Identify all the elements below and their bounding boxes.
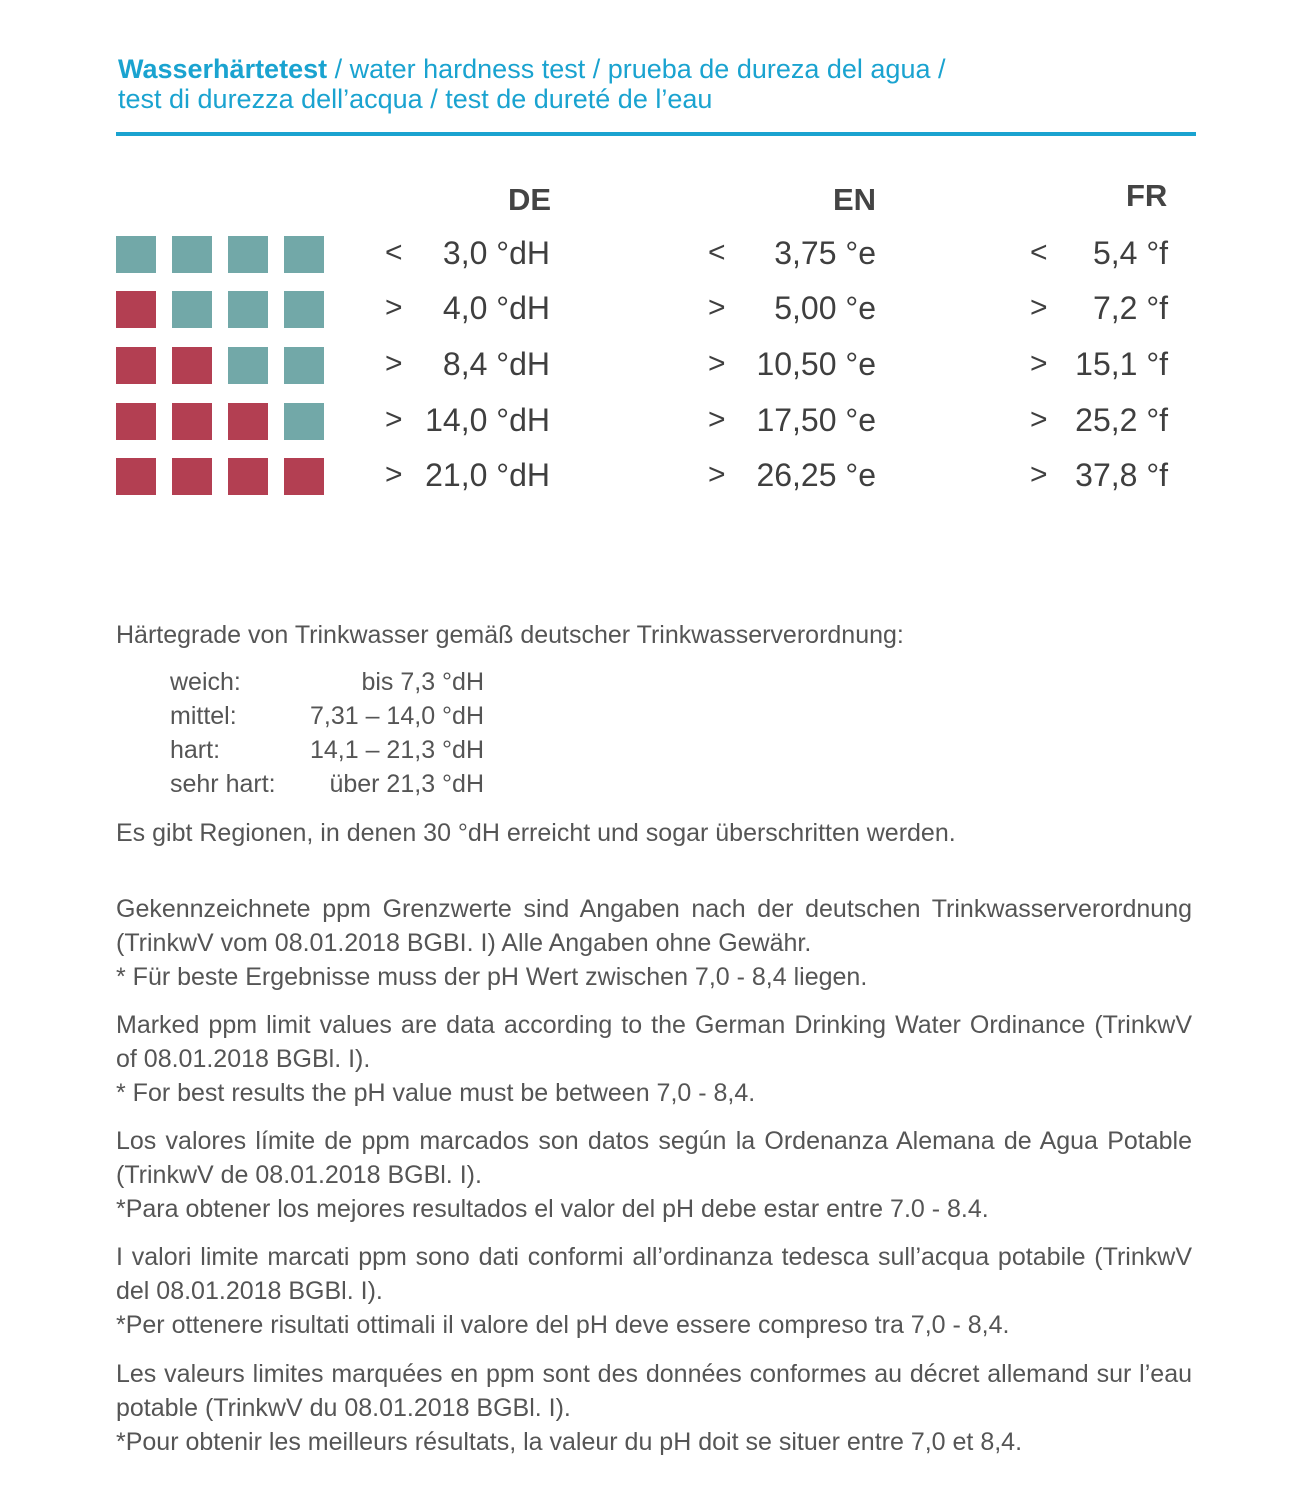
- note-text: Los valores límite de ppm marcados son datos según la Ordenanza Alemana de Agua Potable (TrinkwV de 08.01.2018 BGBl. I).: [116, 1127, 1192, 1189]
- hardness-square: [172, 403, 212, 440]
- hardness-square: [116, 403, 156, 440]
- en-value: 26,25 °e: [756, 457, 876, 493]
- en-comparator: >: [708, 347, 726, 380]
- grade-label: hart:: [170, 736, 221, 764]
- header-divider: [116, 132, 1196, 136]
- hardness-square: [284, 347, 324, 384]
- grade-item: [170, 699, 570, 733]
- en-comparator: <: [708, 236, 726, 269]
- fr-value: 5,4 °f: [1092, 235, 1168, 271]
- de-comparator: <: [385, 236, 403, 269]
- de-value: 14,0 °dH: [425, 402, 550, 438]
- de-comparator: >: [385, 458, 403, 491]
- title-line-2: test di durezza dell’acqua / test de dureté de l’eau: [118, 84, 713, 114]
- hardness-square: [172, 458, 212, 495]
- hardness-square: [284, 403, 324, 440]
- note-ph: * For best results the pH value must be between 7,0 - 8,4.: [116, 1079, 756, 1107]
- fr-comparator: >: [1030, 403, 1048, 436]
- fr-comparator: >: [1030, 291, 1048, 324]
- page-header: [118, 54, 1198, 114]
- hardness-square: [228, 458, 268, 495]
- hardness-square: [228, 291, 268, 328]
- table-row: [0, 291, 1300, 331]
- hardness-square: [172, 291, 212, 328]
- title-line-1: [118, 54, 1198, 84]
- grade-label: weich:: [170, 668, 241, 696]
- en-value: 5,00 °e: [774, 290, 876, 326]
- de-value: 21,0 °dH: [425, 457, 550, 493]
- hardness-square: [116, 347, 156, 384]
- fr-value: 25,2 °f: [1075, 402, 1168, 438]
- hardness-square: [284, 458, 324, 495]
- grade-value: 7,31 – 14,0 °dH: [309, 702, 484, 730]
- note-ph: *Para obtener los mejores resultados el valor del pH debe estar entre 7.0 - 8.4.: [116, 1195, 989, 1223]
- grade-value: 14,1 – 21,3 °dH: [309, 736, 484, 764]
- de-comparator: >: [385, 291, 403, 324]
- table-row: [0, 403, 1300, 443]
- hardness-square: [228, 403, 268, 440]
- fr-comparator: >: [1030, 458, 1048, 491]
- en-comparator: >: [708, 291, 726, 324]
- hardness-square: [284, 236, 324, 273]
- grade-label: sehr hart:: [170, 770, 276, 798]
- note-text: Marked ppm limit values are data according to the German Drinking Water Ordinance (TrinkwV of 08.01.2018 BGBl. I).: [116, 1011, 1192, 1073]
- grade-item: [170, 767, 570, 801]
- en-value: 3,75 °e: [774, 235, 876, 271]
- hardness-square: [116, 458, 156, 495]
- de-value: 8,4 °dH: [442, 346, 550, 382]
- grades-list: [170, 665, 570, 801]
- note-ph: *Pour obtenir les meilleurs résultats, la valeur du pH doit se situer entre 7,0 et 8,4.: [116, 1428, 1023, 1456]
- grade-item: [170, 665, 570, 699]
- fr-comparator: >: [1030, 347, 1048, 380]
- hardness-square: [116, 236, 156, 273]
- grade-label: mittel:: [170, 702, 237, 730]
- table-row: [0, 236, 1300, 276]
- title-rest: / water hardness test / prueba de dureza del agua /: [327, 54, 946, 84]
- fr-comparator: <: [1030, 236, 1048, 269]
- note-ph: *Per ottenere risultati ottimali il valore del pH deve essere compreso tra 7,0 - 8,4.: [116, 1311, 1010, 1339]
- note-es: [116, 1124, 1192, 1226]
- en-value: 17,50 °e: [756, 402, 876, 438]
- grades-intro: Härtegrade von Trinkwasser gemäß deutscher Trinkwasserverordnung:: [116, 621, 904, 649]
- note-de: [116, 892, 1192, 994]
- grade-item: [170, 733, 570, 767]
- hardness-square: [116, 291, 156, 328]
- title-bold: Wasserhärtetest: [118, 54, 328, 84]
- note-it: [116, 1240, 1192, 1342]
- column-header-de: DE: [508, 182, 552, 217]
- note-en: [116, 1008, 1192, 1110]
- en-comparator: >: [708, 458, 726, 491]
- note-text: Gekennzeichnete ppm Grenzwerte sind Angaben nach der deutschen Trinkwasserverordnung (TrinkwV vom 08.01.2018 BGBI. I) Alle Angaben ohne Gewähr.: [116, 895, 1192, 957]
- hardness-square: [172, 347, 212, 384]
- de-value: 4,0 °dH: [442, 290, 550, 326]
- de-value: 3,0 °dH: [442, 235, 550, 271]
- column-header-en: EN: [833, 182, 877, 217]
- note-ph: * Für beste Ergebnisse muss der pH Wert zwischen 7,0 - 8,4 liegen.: [116, 963, 868, 991]
- note-text: Les valeurs limites marquées en ppm sont des données conformes au décret allemand sur l’eau potable (TrinkwV du 08.01.2018 BGBl. I).: [116, 1360, 1192, 1422]
- en-value: 10,50 °e: [756, 346, 876, 382]
- hardness-square: [228, 347, 268, 384]
- grade-value: bis 7,3 °dH: [361, 668, 484, 696]
- fr-value: 7,2 °f: [1092, 290, 1168, 326]
- de-comparator: >: [385, 347, 403, 380]
- hardness-square: [172, 236, 212, 273]
- table-row: [0, 458, 1300, 498]
- en-comparator: >: [708, 403, 726, 436]
- table-row: [0, 347, 1300, 387]
- fr-value: 15,1 °f: [1075, 346, 1168, 382]
- grade-value: über 21,3 °dH: [329, 770, 484, 798]
- note-fr: [116, 1357, 1192, 1459]
- grades-note: Es gibt Regionen, in denen 30 °dH erreicht und sogar überschritten werden.: [116, 819, 956, 847]
- hardness-square: [284, 291, 324, 328]
- de-comparator: >: [385, 403, 403, 436]
- fr-value: 37,8 °f: [1075, 457, 1168, 493]
- column-header-fr: FR: [1126, 178, 1168, 213]
- note-text: I valori limite marcati ppm sono dati conformi all’ordinanza tedesca sull’acqua potabile (TrinkwV del 08.01.2018 BGBl. I).: [116, 1243, 1192, 1305]
- hardness-square: [228, 236, 268, 273]
